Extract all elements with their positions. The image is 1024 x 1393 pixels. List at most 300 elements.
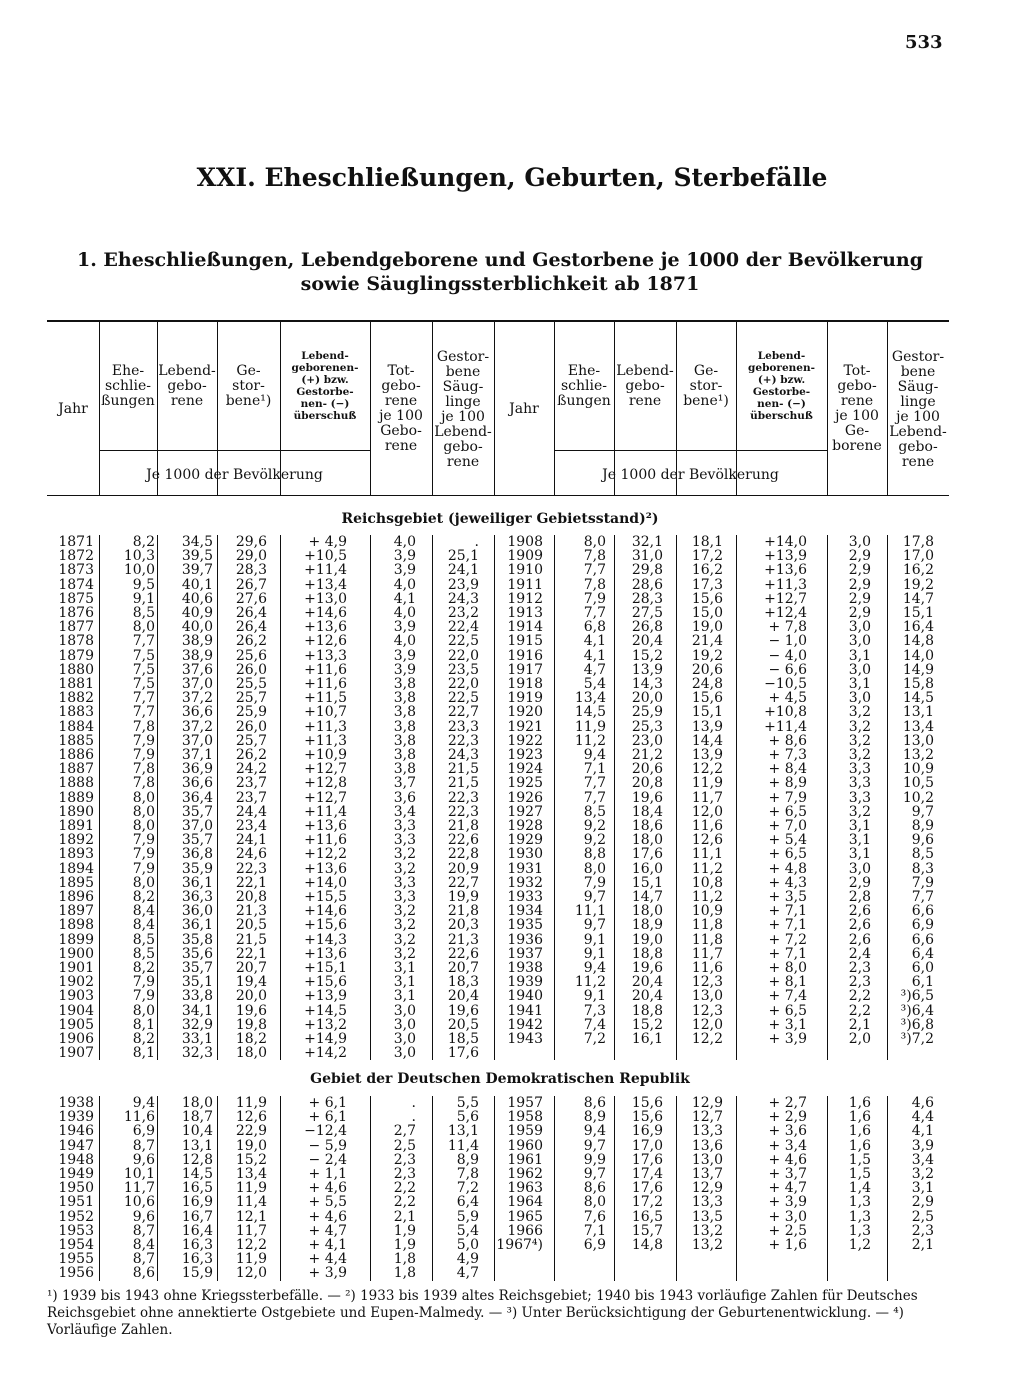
table-cell: −10,5: [764, 676, 807, 692]
table-cell: 9,6: [132, 1208, 155, 1225]
table-cell: +10,7: [304, 704, 347, 721]
table-cell: 2,9: [848, 562, 871, 579]
table-cell: 3,1: [848, 818, 871, 834]
table-cell: 12,6: [691, 832, 723, 849]
table-cell: 16,0: [631, 860, 663, 877]
table-cell: 33,8: [181, 988, 213, 1005]
table-cell: 1918: [507, 676, 543, 692]
table-cell: 15,2: [235, 1151, 267, 1168]
table-cell: 1,9: [393, 1237, 416, 1253]
table-cell: 35,8: [181, 931, 213, 948]
table-cell: 24,2: [235, 761, 267, 778]
table-cell: 2,2: [848, 988, 871, 1005]
table-title-line1: 1. Eheschließungen, Lebendgeborene und Gestorbene je 1000 der Bevölkerung: [76, 249, 923, 271]
table-cell: 18,7: [181, 1109, 213, 1126]
table-cell: 32,1: [631, 534, 663, 550]
table-cell: 6,4: [911, 945, 934, 962]
table-cell: 7,7: [132, 633, 155, 650]
table-cell: 36,4: [181, 789, 213, 806]
table-cell: 13,4: [574, 690, 606, 707]
table-cell: 19,6: [447, 1002, 479, 1019]
table-cell: 19,6: [631, 960, 663, 976]
table-cell: 3,0: [848, 661, 871, 678]
table-cell: 13,0: [691, 988, 723, 1005]
table-cell: 5,4: [583, 676, 606, 692]
table-cell: 12,2: [691, 761, 723, 778]
table-cell: + 4,7: [308, 1222, 347, 1239]
table-cell: 2,9: [911, 1194, 934, 1211]
table-cell: 11,1: [691, 846, 723, 863]
table-cell: 26,2: [235, 747, 267, 763]
table-cell: 1938: [507, 960, 543, 976]
table-cell: 17,6: [631, 1180, 663, 1197]
table-cell: 1928: [507, 818, 543, 834]
table-cell: 15,6: [691, 590, 723, 607]
table-cell: +15,5: [304, 889, 347, 905]
table-cell: 1896: [58, 889, 94, 905]
table-cell: −12,4: [304, 1123, 347, 1140]
table-cell: + 4,8: [768, 860, 807, 877]
table-cell: 8,2: [132, 1031, 155, 1047]
table-cell: 11,8: [691, 931, 723, 948]
table-cell: + 7,1: [768, 945, 807, 962]
table-cell: 16,4: [181, 1222, 213, 1239]
table-cell: 2,5: [911, 1208, 934, 1225]
table-cell: 1937: [507, 945, 543, 962]
table-cell: 35,7: [181, 803, 213, 820]
table-cell: 15,0: [691, 605, 723, 621]
table-cell: 8,1: [132, 1045, 155, 1062]
table-cell: 3,1: [393, 988, 416, 1005]
header-saeug-left: Gestor- bene Säug- linge je 100 Lebend- gebo- rene: [432, 322, 495, 495]
table-cell: 1879: [58, 647, 94, 664]
table-cell: 1897: [58, 903, 94, 920]
table-cell: 8,0: [132, 789, 155, 806]
table-cell: 4,0: [393, 576, 416, 593]
table-row: [47, 1046, 949, 1060]
table-cell: 15,1: [691, 704, 723, 721]
table-cell: 11,8: [691, 917, 723, 934]
table-row: [47, 691, 949, 705]
table-cell: 40,0: [181, 619, 213, 636]
table-cell: 21,8: [447, 818, 479, 834]
table-cell: 1881: [58, 676, 94, 692]
table-cell: 24,1: [235, 832, 267, 849]
table-cell: 7,2: [583, 1031, 606, 1047]
table-cell: 16,2: [691, 562, 723, 579]
table-cell: 11,4: [235, 1194, 267, 1211]
table-cell: 1958: [507, 1109, 543, 1126]
table-cell: 28,3: [631, 590, 663, 607]
table-cell: 8,5: [583, 803, 606, 820]
table-cell: 1943: [507, 1031, 543, 1047]
table-cell: 27,6: [235, 590, 267, 607]
table-cell: 14,7: [902, 590, 934, 607]
table-row: [47, 1210, 949, 1224]
table-cell: 13,3: [691, 1123, 723, 1140]
table-cell: 12,2: [235, 1237, 267, 1253]
table-cell: 20,4: [631, 988, 663, 1005]
table-cell: 17,2: [691, 548, 723, 565]
table-cell: .: [411, 1109, 416, 1126]
table-cell: 25,6: [235, 647, 267, 664]
table-cell: 23,5: [447, 661, 479, 678]
table-cell: 15,6: [631, 1109, 663, 1126]
table-cell: 3,0: [848, 860, 871, 877]
table-cell: 8,0: [583, 534, 606, 550]
header-jahr-left: Jahr: [47, 322, 100, 495]
table-cell: +12,6: [304, 633, 347, 650]
table-cell: 37,6: [181, 661, 213, 678]
table-cell: 1,6: [848, 1095, 871, 1111]
table-cell: 15,1: [902, 605, 934, 621]
table-cell: + 3,4: [768, 1137, 807, 1154]
header-lebend-right: Lebend- gebo- rene: [614, 322, 677, 495]
table-cell: 8,2: [132, 534, 155, 550]
table-cell: 29,8: [631, 562, 663, 579]
table-cell: +11,4: [764, 718, 807, 735]
table-cell: 24,1: [447, 562, 479, 579]
table-row: [47, 1018, 949, 1032]
table-cell: 1941: [507, 1002, 543, 1019]
table-cell: +14,0: [304, 874, 347, 891]
table-cell: 1871: [58, 534, 94, 550]
table-cell: 1875: [58, 590, 94, 607]
table-cell: 9,4: [583, 747, 606, 763]
table-cell: 17,6: [447, 1045, 479, 1062]
table-cell: 18,3: [447, 974, 479, 991]
table-cell: 22,3: [447, 732, 479, 749]
table-cell: 3,2: [848, 704, 871, 721]
table-cell: 4,7: [456, 1265, 479, 1282]
table-cell: 7,8: [456, 1166, 479, 1182]
table-cell: +11,6: [304, 832, 347, 849]
table-cell: 1,4: [848, 1180, 871, 1197]
table-cell: 14,5: [902, 690, 934, 707]
table-cell: 1,5: [848, 1166, 871, 1182]
table-cell: 1909: [507, 548, 543, 565]
header-je1000-right: Je 1000 der Bevölkerung: [554, 450, 827, 496]
table-cell: 14,0: [902, 647, 934, 664]
header-tot-left: Tot- gebo- rene je 100 Gebo- rene: [370, 322, 433, 495]
column-divider: [280, 535, 281, 1060]
table-cell: 27,5: [631, 605, 663, 621]
table-cell: +13,4: [304, 576, 347, 593]
column-divider: [494, 535, 495, 1060]
column-divider: [614, 1096, 615, 1281]
table-cell: 16,9: [631, 1123, 663, 1140]
table-cell: 10,8: [691, 874, 723, 891]
table-cell: 13,7: [691, 1166, 723, 1182]
table-cell: 13,9: [691, 718, 723, 735]
table-row: [47, 890, 949, 904]
table-cell: 20,5: [235, 917, 267, 934]
table-cell: 1888: [58, 775, 94, 792]
table-cell: +13,9: [304, 988, 347, 1005]
table-cell: 36,6: [181, 704, 213, 721]
table-cell: 15,2: [631, 1016, 663, 1033]
table-cell: 25,5: [235, 676, 267, 692]
table-cell: 7,5: [132, 676, 155, 692]
table-cell: 3,8: [393, 747, 416, 763]
table-cell: 21,3: [235, 903, 267, 920]
table-cell: 2,1: [393, 1208, 416, 1225]
table-cell: + 2,7: [768, 1095, 807, 1111]
table-cell: 5,9: [456, 1208, 479, 1225]
table-cell: 3,9: [393, 661, 416, 678]
table-cell: 10,1: [123, 1166, 155, 1182]
table-cell: +13,9: [764, 548, 807, 565]
table-cell: 7,9: [583, 874, 606, 891]
table-cell: + 8,1: [768, 974, 807, 991]
table-cell: 9,7: [911, 803, 934, 820]
table-cell: 1906: [58, 1031, 94, 1047]
table-cell: 37,1: [181, 747, 213, 763]
table-cell: + 4,7: [768, 1180, 807, 1197]
table-cell: 4,7: [583, 661, 606, 678]
table-cell: 8,3: [911, 860, 934, 877]
table-cell: 23,7: [235, 789, 267, 806]
table-cell: 3,4: [393, 803, 416, 820]
table-cell: 2,2: [393, 1180, 416, 1197]
table-cell: 22,7: [447, 874, 479, 891]
table-cell: +12,7: [764, 590, 807, 607]
table-cell: 11,9: [574, 718, 606, 735]
table-cell: + 8,6: [768, 732, 807, 749]
table-cell: + 4,6: [768, 1151, 807, 1168]
table-cell: 24,3: [447, 747, 479, 763]
table-cell: +11,3: [304, 732, 347, 749]
table-cell: 16,2: [902, 562, 934, 579]
table-cell: 1885: [58, 732, 94, 749]
table-row: [47, 1181, 949, 1195]
table-row: [47, 592, 949, 606]
table-cell: 1873: [58, 562, 94, 579]
table-cell: 29,0: [235, 548, 267, 565]
table-row: [47, 663, 949, 677]
column-divider: [99, 1096, 100, 1281]
table-cell: 13,6: [691, 1137, 723, 1154]
table-header: [47, 320, 949, 496]
table-cell: 13,4: [902, 718, 934, 735]
table-cell: 1900: [58, 945, 94, 962]
table-cell: 2,5: [393, 1137, 416, 1154]
table-cell: 2,3: [848, 960, 871, 976]
table-cell: 8,9: [456, 1151, 479, 1168]
table-cell: 20,4: [631, 633, 663, 650]
table-cell: 12,3: [691, 974, 723, 991]
table-cell: 1934: [507, 903, 543, 920]
table-cell: 1957: [507, 1095, 543, 1111]
table-cell: 14,5: [574, 704, 606, 721]
table-cell: + 7,0: [768, 818, 807, 834]
table-cell: 21,3: [447, 931, 479, 948]
table-cell: 7,9: [132, 974, 155, 991]
table-cell: 2,8: [848, 889, 871, 905]
table-cell: + 7,9: [768, 789, 807, 806]
table-cell: 7,5: [132, 661, 155, 678]
table-cell: ³)6,8: [900, 1016, 934, 1033]
table-cell: 1960: [507, 1137, 543, 1154]
table-cell: 36,1: [181, 874, 213, 891]
table-cell: 8,0: [132, 818, 155, 834]
table-cell: 15,8: [902, 676, 934, 692]
column-divider: [676, 1096, 677, 1281]
table-cell: 1922: [507, 732, 543, 749]
header-je1000-left: Je 1000 der Bevölkerung: [99, 450, 370, 496]
table-cell: 1959: [507, 1123, 543, 1140]
table-cell: 11,2: [691, 889, 723, 905]
table-row: [47, 947, 949, 961]
table-cell: 7,9: [132, 732, 155, 749]
table-cell: 22,5: [447, 690, 479, 707]
table-cell: 2,1: [848, 1016, 871, 1033]
table-cell: 7,9: [132, 832, 155, 849]
table-cell: 8,0: [583, 860, 606, 877]
table-cell: 16,4: [902, 619, 934, 636]
table-cell: 3,3: [848, 761, 871, 778]
table-cell: 6,8: [583, 619, 606, 636]
table-cell: 18,6: [631, 818, 663, 834]
table-cell: +14,3: [304, 931, 347, 948]
table-cell: 3,2: [393, 903, 416, 920]
table-cell: 3,9: [393, 562, 416, 579]
table-cell: 1950: [58, 1180, 94, 1197]
header-ehe-left: Ehe- schlie- ßungen: [99, 322, 158, 495]
table-cell: 1914: [507, 619, 543, 636]
table-row: [47, 1252, 949, 1266]
table-cell: 3,2: [911, 1166, 934, 1182]
table-cell: 11,7: [235, 1222, 267, 1239]
table-cell: 1910: [507, 562, 543, 579]
table-cell: +10,9: [304, 747, 347, 763]
table-cell: 1880: [58, 661, 94, 678]
table-cell: 9,1: [132, 590, 155, 607]
table-cell: 1961: [507, 1151, 543, 1168]
table-cell: 3,0: [393, 1045, 416, 1062]
table-row: [47, 933, 949, 947]
table-cell: 24,8: [691, 676, 723, 692]
table-cell: 13,1: [181, 1137, 213, 1154]
table-cell: 11,2: [574, 974, 606, 991]
table-cell: 3,8: [393, 732, 416, 749]
table-cell: 4,1: [911, 1123, 934, 1140]
table-cell: + 3,9: [308, 1265, 347, 1282]
table-cell: 20,5: [447, 1016, 479, 1033]
table-cell: 6,6: [911, 931, 934, 948]
table-cell: 3,8: [393, 718, 416, 735]
table-row: [47, 876, 949, 890]
table-cell: 3,0: [848, 534, 871, 550]
header-lebend-left: Lebend- gebo- rene: [157, 322, 218, 495]
table-cell: 7,9: [911, 874, 934, 891]
table-cell: 3,0: [848, 619, 871, 636]
table-cell: 13,3: [691, 1194, 723, 1211]
table-row: [47, 734, 949, 748]
table-cell: 21,5: [235, 931, 267, 948]
table-cell: 22,6: [447, 945, 479, 962]
table-cell: 37,0: [181, 676, 213, 692]
table-cell: 7,8: [132, 761, 155, 778]
table-cell: ³)6,5: [900, 988, 934, 1005]
table-row: [47, 748, 949, 762]
table-cell: +12,4: [764, 605, 807, 621]
table-cell: 10,9: [902, 761, 934, 778]
table-cell: 2,3: [911, 1222, 934, 1239]
table-cell: 1899: [58, 931, 94, 948]
table-cell: 11,6: [691, 818, 723, 834]
table-cell: 1,8: [393, 1265, 416, 1282]
table-cell: 32,3: [181, 1045, 213, 1062]
table-cell: 26,2: [235, 633, 267, 650]
table-cell: 39,7: [181, 562, 213, 579]
table-cell: 19,2: [902, 576, 934, 593]
table-cell: 18,0: [631, 903, 663, 920]
table-cell: 17,6: [631, 1151, 663, 1168]
table-cell: 8,5: [911, 846, 934, 863]
table-cell: 25,9: [235, 704, 267, 721]
table-cell: 18,2: [235, 1031, 267, 1047]
table-cell: 39,5: [181, 548, 213, 565]
table-row: [47, 1153, 949, 1167]
table-cell: − 5,9: [308, 1137, 347, 1154]
table-cell: 1936: [507, 931, 543, 948]
table-cell: 11,1: [574, 903, 606, 920]
table-cell: 4,0: [393, 633, 416, 650]
table-cell: + 2,5: [768, 1222, 807, 1239]
column-divider: [494, 1096, 495, 1281]
table-row: [47, 805, 949, 819]
column-divider: [554, 1096, 555, 1281]
table-cell: 17,2: [631, 1194, 663, 1211]
table-cell: + 8,9: [768, 775, 807, 792]
table-cell: + 6,5: [768, 1002, 807, 1019]
table-cell: 1953: [58, 1222, 94, 1239]
table-cell: +12,7: [304, 761, 347, 778]
table-cell: 11,7: [691, 789, 723, 806]
table-cell: 1935: [507, 917, 543, 934]
table-cell: 22,4: [447, 619, 479, 636]
table-cell: 1931: [507, 860, 543, 877]
table-cell: 24,3: [447, 590, 479, 607]
table-cell: 26,4: [235, 619, 267, 636]
table-cell: +11,4: [304, 803, 347, 820]
table-cell: 3,3: [848, 775, 871, 792]
table-cell: 40,1: [181, 576, 213, 593]
table-cell: +15,1: [304, 960, 347, 976]
table-row: [47, 1110, 949, 1124]
table-cell: 1920: [507, 704, 543, 721]
table-cell: + 8,0: [768, 960, 807, 976]
table-cell: .: [474, 534, 479, 550]
table-cell: 1878: [58, 633, 94, 650]
table-cell: 2,9: [848, 576, 871, 593]
table-cell: 25,1: [447, 548, 479, 565]
table-cell: 1895: [58, 874, 94, 891]
table-cell: 18,0: [235, 1045, 267, 1062]
table-cell: + 2,9: [768, 1109, 807, 1126]
table-cell: 26,4: [235, 605, 267, 621]
column-divider: [370, 535, 371, 1060]
table-cell: + 3,1: [768, 1016, 807, 1033]
table-cell: 2,6: [848, 903, 871, 920]
header-saeug-right: Gestor- bene Säug- linge je 100 Lebend- gebo- rene: [889, 349, 947, 470]
column-divider: [157, 535, 158, 1060]
table-row: [47, 776, 949, 790]
table-cell: 22,3: [447, 803, 479, 820]
table-row: [47, 549, 949, 563]
table-cell: 13,2: [902, 747, 934, 763]
